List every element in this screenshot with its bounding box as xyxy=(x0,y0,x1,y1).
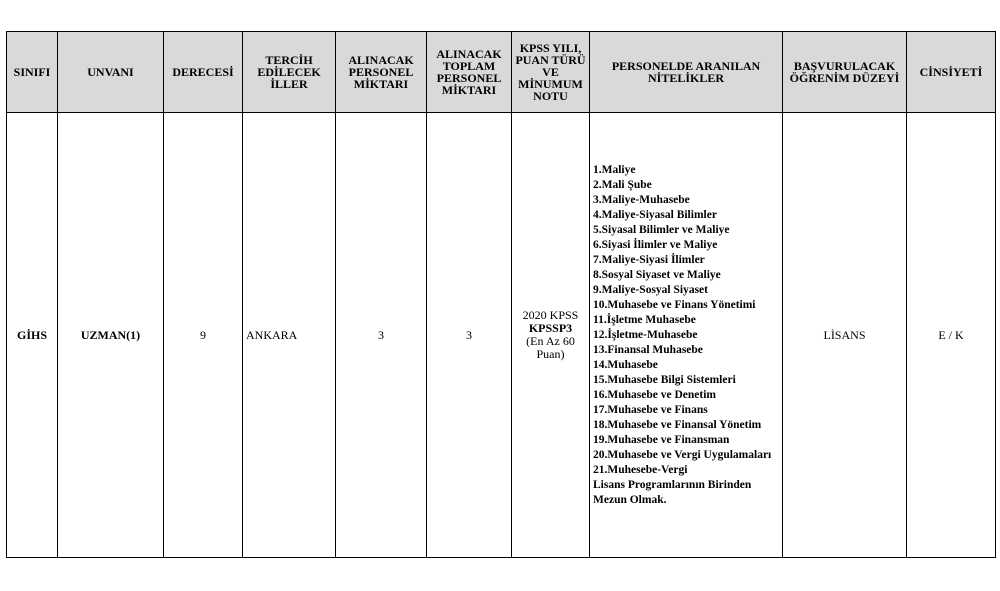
qualification-item: 20.Muhasebe ve Vergi Uygulamaları xyxy=(593,448,772,461)
header-kpss: KPSS YILI, PUAN TÜRÜ VE MİNUMUM NOTU xyxy=(512,32,590,113)
qualification-item: 7.Maliye-Siyasi İlimler xyxy=(593,253,705,266)
kpss-min-score: (En Az 60 Puan) xyxy=(526,334,575,361)
qualification-item: 14.Muhasebe xyxy=(593,358,658,371)
header-toplam-personel: ALINACAK TOPLAM PERSONEL MİKTARI xyxy=(427,32,512,113)
header-nitelikler: PERSONELDE ARANILAN NİTELİKLER xyxy=(590,32,783,113)
header-alinacak-personel: ALINACAK PERSONEL MİKTARI xyxy=(336,32,427,113)
qualification-item: 19.Muhasebe ve Finansman xyxy=(593,433,730,446)
cell-toplam: 3 xyxy=(427,113,512,558)
qualification-item: 4.Maliye-Siyasal Bilimler xyxy=(593,208,717,221)
cell-sinifi: GİHS xyxy=(7,113,58,558)
cell-nitelikler xyxy=(590,113,783,558)
job-posting-table xyxy=(6,31,996,558)
header-cinsiyet: CİNSİYETİ xyxy=(907,32,996,113)
cell-unvani: UZMAN(1) xyxy=(58,113,164,558)
kpss-year: 2020 KPSS xyxy=(522,308,579,322)
header-ogrenim: BAŞVURULACAK ÖĞRENİM DÜZEYİ xyxy=(783,32,907,113)
cell-derecesi: 9 xyxy=(164,113,243,558)
cell-kpss xyxy=(512,113,590,558)
qualification-item: 17.Muhasebe ve Finans xyxy=(593,403,708,416)
qualification-item: 18.Muhasebe ve Finansal Yönetim xyxy=(593,418,762,431)
qualification-item: 3.Maliye-Muhasebe xyxy=(593,193,690,206)
header-sinifi: SINIFI xyxy=(7,32,58,113)
header-tercih-iller: TERCİH EDİLECEK İLLER xyxy=(243,32,336,113)
qualification-item: 21.Muhesebe-Vergi xyxy=(593,463,688,476)
table-row xyxy=(7,113,996,558)
qualification-item: 12.İşletme-Muhasebe xyxy=(593,328,698,341)
qualification-item: 13.Finansal Muhasebe xyxy=(593,343,703,356)
qualification-item: 6.Siyasi İlimler ve Maliye xyxy=(593,238,718,251)
header-derecesi: DERECESİ xyxy=(164,32,243,113)
header-row xyxy=(7,32,996,113)
cell-iller: ANKARA xyxy=(243,113,336,558)
qualification-item: 16.Muhasebe ve Denetim xyxy=(593,388,716,401)
qualification-item: 5.Siyasal Bilimler ve Maliye xyxy=(593,223,730,236)
qualification-item: 15.Muhasebe Bilgi Sistemleri xyxy=(593,373,736,386)
qualification-item: 2.Mali Şube xyxy=(593,178,652,191)
qualification-item: 11.İşletme Muhasebe xyxy=(593,313,696,326)
header-unvani: UNVANI xyxy=(58,32,164,113)
kpss-type: KPSSP3 xyxy=(528,321,573,335)
cell-cinsiyet: E / K xyxy=(907,113,996,558)
qualification-item: 8.Sosyal Siyaset ve Maliye xyxy=(593,268,721,281)
qualification-item: 9.Maliye-Sosyal Siyaset xyxy=(593,283,708,296)
qualification-list xyxy=(593,163,779,508)
qualification-item: 10.Muhasebe ve Finans Yönetimi xyxy=(593,298,756,311)
cell-alinacak: 3 xyxy=(336,113,427,558)
cell-ogrenim: LİSANS xyxy=(783,113,907,558)
qualification-item: Lisans Programlarının Birinden Mezun Olmak. xyxy=(593,478,752,506)
qualification-item: 1.Maliye xyxy=(593,163,636,176)
